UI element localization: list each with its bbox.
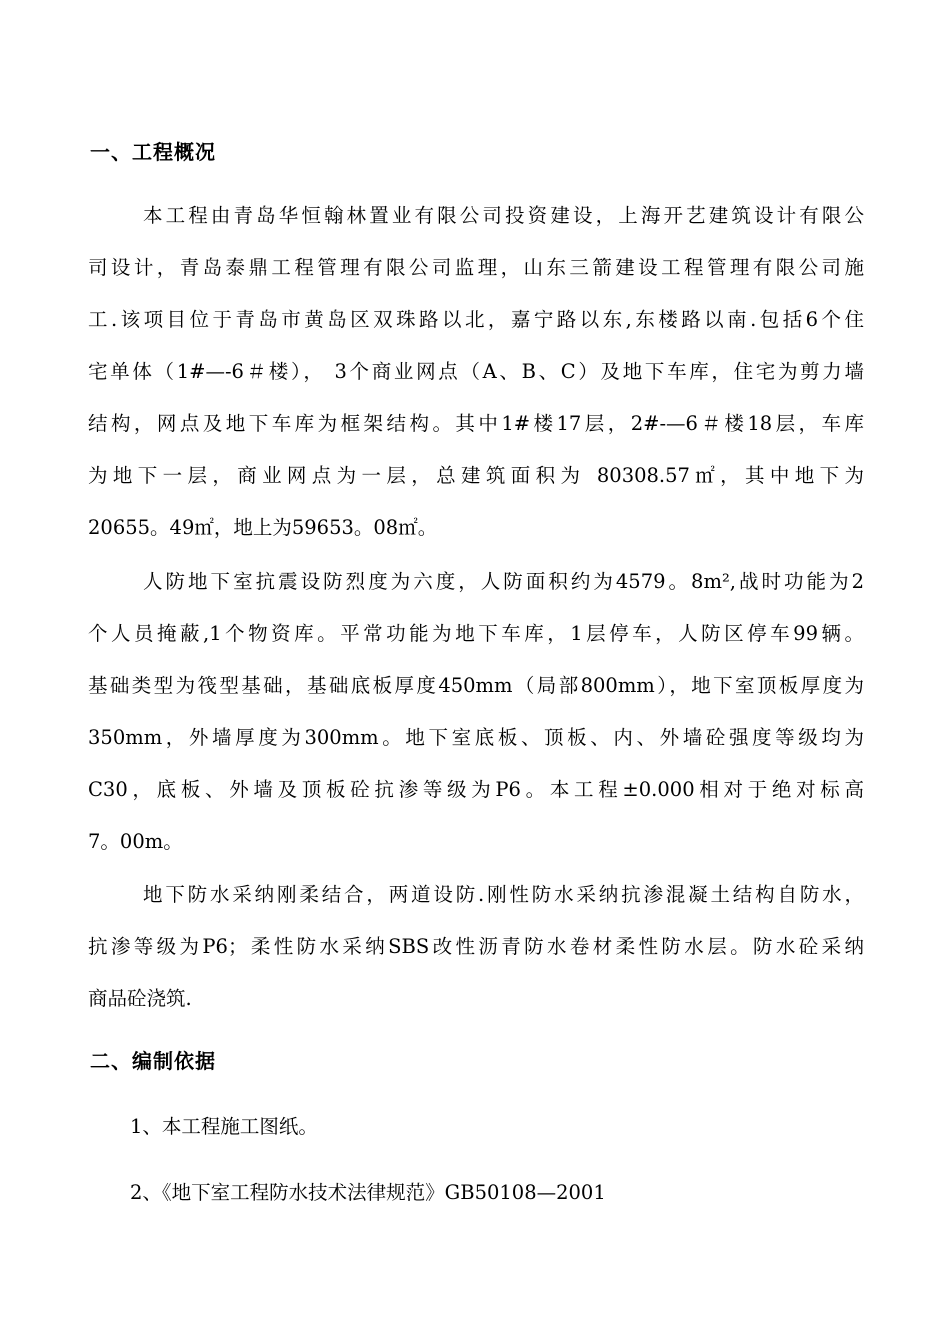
paragraph-civil-defense [88,556,864,868]
paragraph-line: 商品砼浇筑. [88,987,192,1010]
section-heading-basis: 二、编制依据 [90,1049,216,1073]
paragraph-waterproofing [88,869,864,1025]
paragraph-project-info [88,190,864,554]
paragraph-line: 基础类型为筏型基础，基础底板厚度450mm（局部800mm），地下室顶板厚度为 [88,674,864,697]
paragraph-line: 本工程由青岛华恒翰林置业有限公司投资建设，上海开艺建筑设计有限公 [143,204,864,227]
paragraph-line: 结构，网点及地下车库为框架结构。其中1#楼17层，2#-—6＃楼18层，车库 [88,412,864,435]
paragraph-line: 个人员掩蔽,1个物资库。平常功能为地下车库，1层停车，人防区停车99辆。 [88,622,864,645]
section-heading-overview: 一、工程概况 [90,140,216,164]
paragraph-line: C30，底板、外墙及顶板砼抗渗等级为P6。本工程±0.000相对于绝对标高 [88,778,864,801]
paragraph-line: 20655。49㎡，地上为59653。08㎡。 [88,516,438,539]
paragraph-line: 宅单体（1#—-6＃楼）， 3个商业网点（A、B、C）及地下车库，住宅为剪力墙 [88,360,864,383]
list-item: 2、《地下室工程防水技术法律规范》GB50108—2001 [130,1181,606,1204]
list-item: 1、本工程施工图纸。 [130,1115,318,1138]
paragraph-line: 司设计，青岛泰鼎工程管理有限公司监理，山东三箭建设工程管理有限公司施 [88,256,864,279]
paragraph-line: 7。00m。 [88,830,183,853]
paragraph-line: 为地下一层，商业网点为一层，总建筑面积为 80308.57㎡，其中地下为 [88,464,864,487]
paragraph-line: 抗渗等级为P6；柔性防水采纳SBS改性沥青防水卷材柔性防水层。防水砼采纳 [88,935,864,958]
paragraph-line: 地下防水采纳刚柔结合，两道设防.刚性防水采纳抗渗混凝土结构自防水， [143,883,864,906]
paragraph-line: 350mm，外墙厚度为300mm。地下室底板、顶板、内、外墙砼强度等级均为 [88,726,864,749]
paragraph-line: 工.该项目位于青岛市黄岛区双珠路以北，嘉宁路以东,东楼路以南.包括6个住 [88,308,864,331]
paragraph-line: 人防地下室抗震设防烈度为六度，人防面积约为4579。8m²,战时功能为2 [143,570,864,593]
